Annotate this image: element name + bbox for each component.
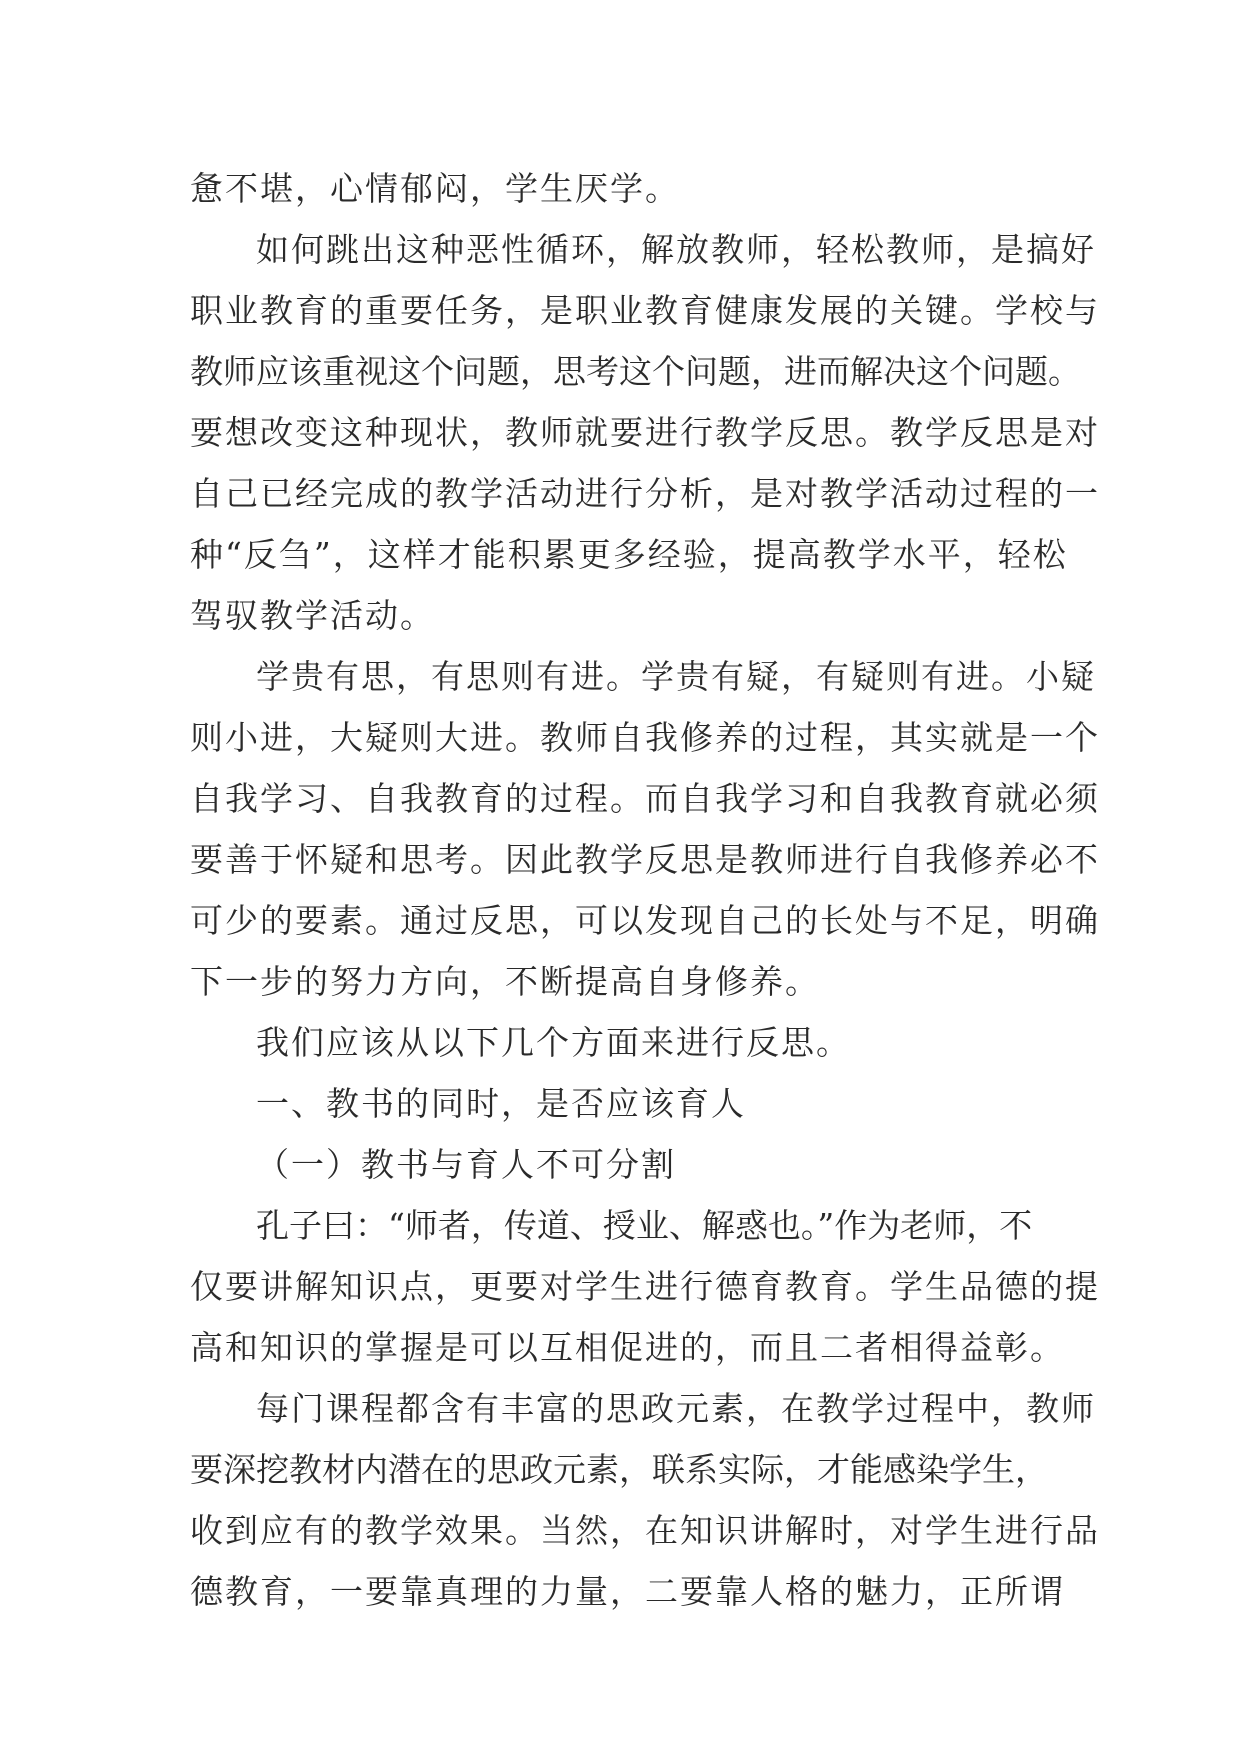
text-line: 驾驭教学活动。 [190, 596, 435, 635]
text-line: 每门课程都含有丰富的思政元素，在教学过程中，教师 [256, 1389, 1096, 1428]
text-line: 如何跳出这种恶性循环，解放教师，轻松教师，是搞好 [256, 230, 1096, 269]
text-line: 自己已经完成的教学活动进行分析，是对教学活动过程的一 [190, 474, 1100, 513]
text-line: 要深挖教材内潜在的思政元素，联系实际，才能感染学生， [190, 1450, 1048, 1489]
section-heading: 一、教书的同时，是否应该育人 [256, 1084, 746, 1123]
text-line: 孔子曰：“师者，传道、授业、解惑也。”作为老师，不 [256, 1206, 1033, 1245]
text-line: 要善于怀疑和思考。因此教学反思是教师进行自我修养必不 [190, 840, 1100, 879]
text-line: 职业教育的重要任务，是职业教育健康发展的关键。学校与 [190, 291, 1100, 330]
text-line: 教师应该重视这个问题，思考这个问题，进而解决这个问题。 [190, 352, 1081, 391]
subsection-heading: （一）教书与育人不可分割 [256, 1145, 676, 1184]
text-line: 要想改变这种现状，教师就要进行教学反思。教学反思是对 [190, 413, 1100, 452]
body-text [190, 158, 1100, 1622]
text-line: 惫不堪，心情郁闷，学生厌学。 [190, 169, 680, 208]
text-line: 种“反刍”，这样才能积累更多经验，提高教学水平，轻松 [190, 535, 1068, 574]
text-line: 可少的要素。通过反思，可以发现自己的长处与不足，明确 [190, 901, 1100, 940]
text-line: 收到应有的教学效果。当然，在知识讲解时，对学生进行品 [190, 1511, 1100, 1550]
text-line: 自我学习、自我教育的过程。而自我学习和自我教育就必须 [190, 779, 1100, 818]
text-line: 我们应该从以下几个方面来进行反思。 [256, 1023, 851, 1062]
text-line: 下一步的努力方向，不断提高自身修养。 [190, 962, 820, 1001]
text-line: 学贵有思，有思则有进。学贵有疑，有疑则有进。小疑 [256, 657, 1096, 696]
text-line: 仅要讲解知识点，更要对学生进行德育教育。学生品德的提 [190, 1267, 1100, 1306]
text-line: 高和知识的掌握是可以互相促进的，而且二者相得益彰。 [190, 1328, 1065, 1367]
text-line: 德教育，一要靠真理的力量，二要靠人格的魅力，正所谓 [190, 1572, 1065, 1611]
text-line: 则小进，大疑则大进。教师自我修养的过程，其实就是一个 [190, 718, 1100, 757]
